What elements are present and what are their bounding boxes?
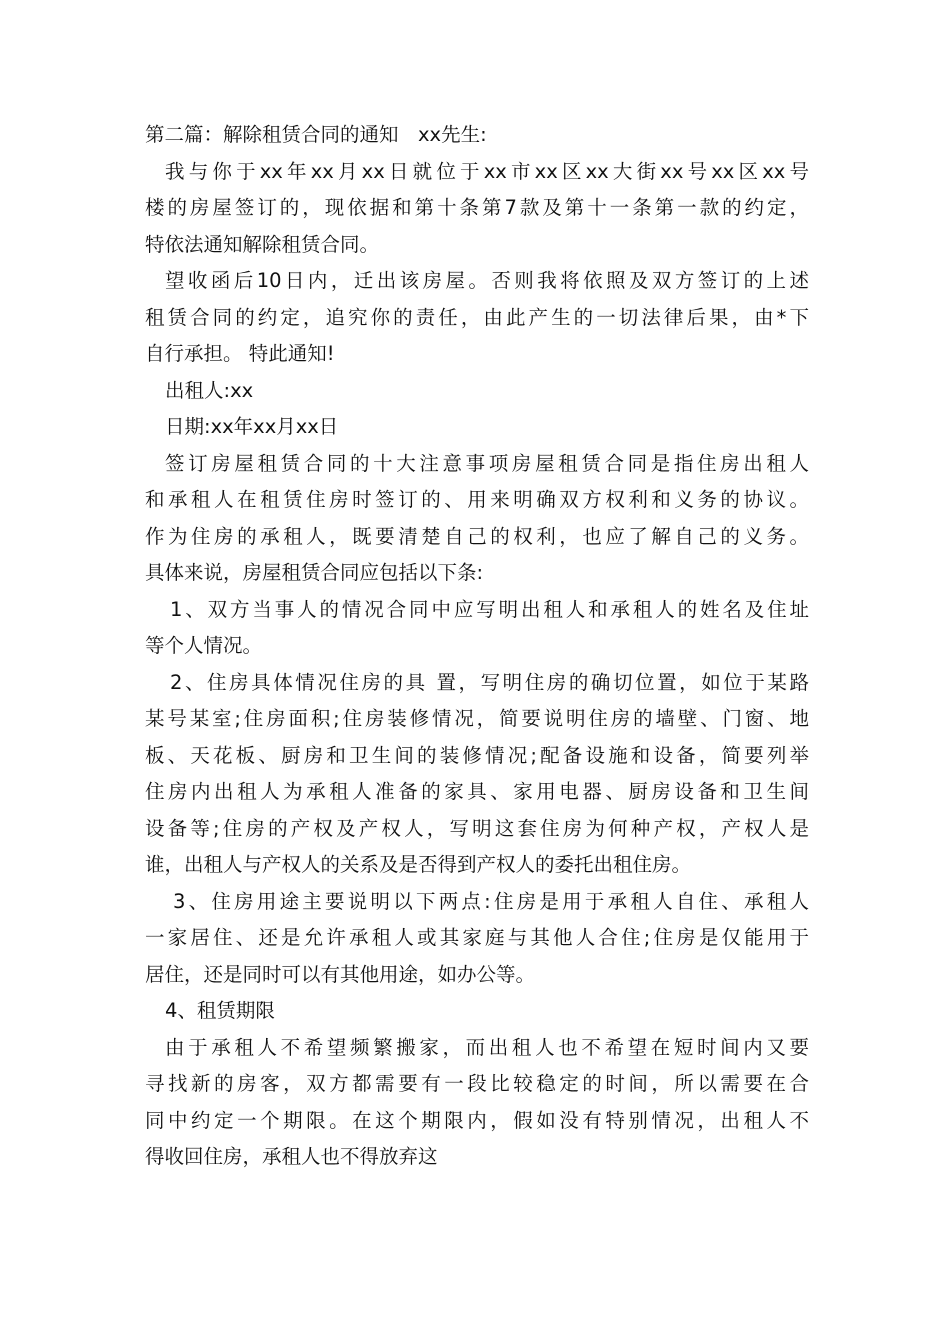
paragraph-line: 具体来说，房屋租赁合同应包括以下条: xyxy=(145,561,484,584)
list-item-line: 板、天花板、厨房和卫生间的装修情况;配备设施和设备，简要列举 xyxy=(145,743,809,767)
list-item-line: 2、住房具体情况住房的具 置，写明住房的确切位置，如位于某路 xyxy=(170,670,809,694)
list-item-line: 1、双方当事人的情况合同中应写明出租人和承租人的姓名及住址 xyxy=(170,597,809,621)
paragraph-line: 楼的房屋签订的，现依据和第十条第7款及第十一条第一款的约定， xyxy=(145,196,809,219)
list-item-line: 某号某室;住房面积;住房装修情况，简要说明住房的墙壁、门窗、地 xyxy=(145,707,809,730)
paragraph-line: 同中约定一个期限。在这个期限内，假如没有特别情况，出租人不 xyxy=(145,1108,809,1132)
paragraph-line: 特依法通知解除租赁合同。 xyxy=(145,232,380,256)
paragraph-line: 和承租人在租赁住房时签订的、用来明确双方权利和义务的协议。 xyxy=(145,488,809,511)
list-item-line: 3、住房用途主要说明以下两点:住房是用于承租人自住、承租人 xyxy=(173,889,809,913)
paragraph-line: 由于承租人不希望频繁搬家，而出租人也不希望在短时间内又要 xyxy=(165,1035,809,1059)
list-item-line: 住房内出租人为承租人准备的家具、家用电器、厨房设备和卫生间 xyxy=(145,780,809,803)
paragraph-line: 我与你于xx年xx月xx日就位于xx市xx区xx大街xx号xx区xx号 xyxy=(165,159,809,183)
list-item-line: 设备等;住房的产权及产权人，写明这套住房为何种产权，产权人是 xyxy=(145,816,809,840)
list-item-line: 谁，出租人与产权人的关系及是否得到产权人的委托出租住房。 xyxy=(145,853,692,876)
list-item-line: 等个人情况。 xyxy=(145,634,263,657)
signature-lessor: 出租人:xx xyxy=(165,378,254,402)
paragraph-line: 签订房屋租赁合同的十大注意事项房屋租赁合同是指住房出租人 xyxy=(165,451,809,475)
signature-date: 日期:xx年xx月xx日 xyxy=(165,415,339,438)
paragraph-line: 自行承担。 特此通知! xyxy=(145,342,335,365)
paragraph-line: 望收函后10日内，迁出该房屋。否则我将依照及双方签订的上述 xyxy=(165,269,809,292)
document-body xyxy=(145,117,809,1176)
heading-line: 第二篇：解除租赁合同的通知 xx先生: xyxy=(145,123,487,146)
section-heading: 4、租赁期限 xyxy=(165,999,275,1022)
paragraph-line: 租赁合同的约定，追究你的责任，由此产生的一切法律后果，由*下 xyxy=(145,305,809,329)
list-item-line: 一家居住、还是允许承租人或其家庭与其他人合住;住房是仅能用于 xyxy=(145,926,809,949)
paragraph-line: 得收回住房，承租人也不得放弃这 xyxy=(145,1145,438,1168)
list-item-line: 居住，还是同时可以有其他用途，如办公等。 xyxy=(145,962,536,986)
paragraph-line: 作为住房的承租人，既要清楚自己的权利，也应了解自己的义务。 xyxy=(145,524,809,548)
paragraph-line: 寻找新的房客，双方都需要有一段比较稳定的时间，所以需要在合 xyxy=(145,1072,809,1095)
